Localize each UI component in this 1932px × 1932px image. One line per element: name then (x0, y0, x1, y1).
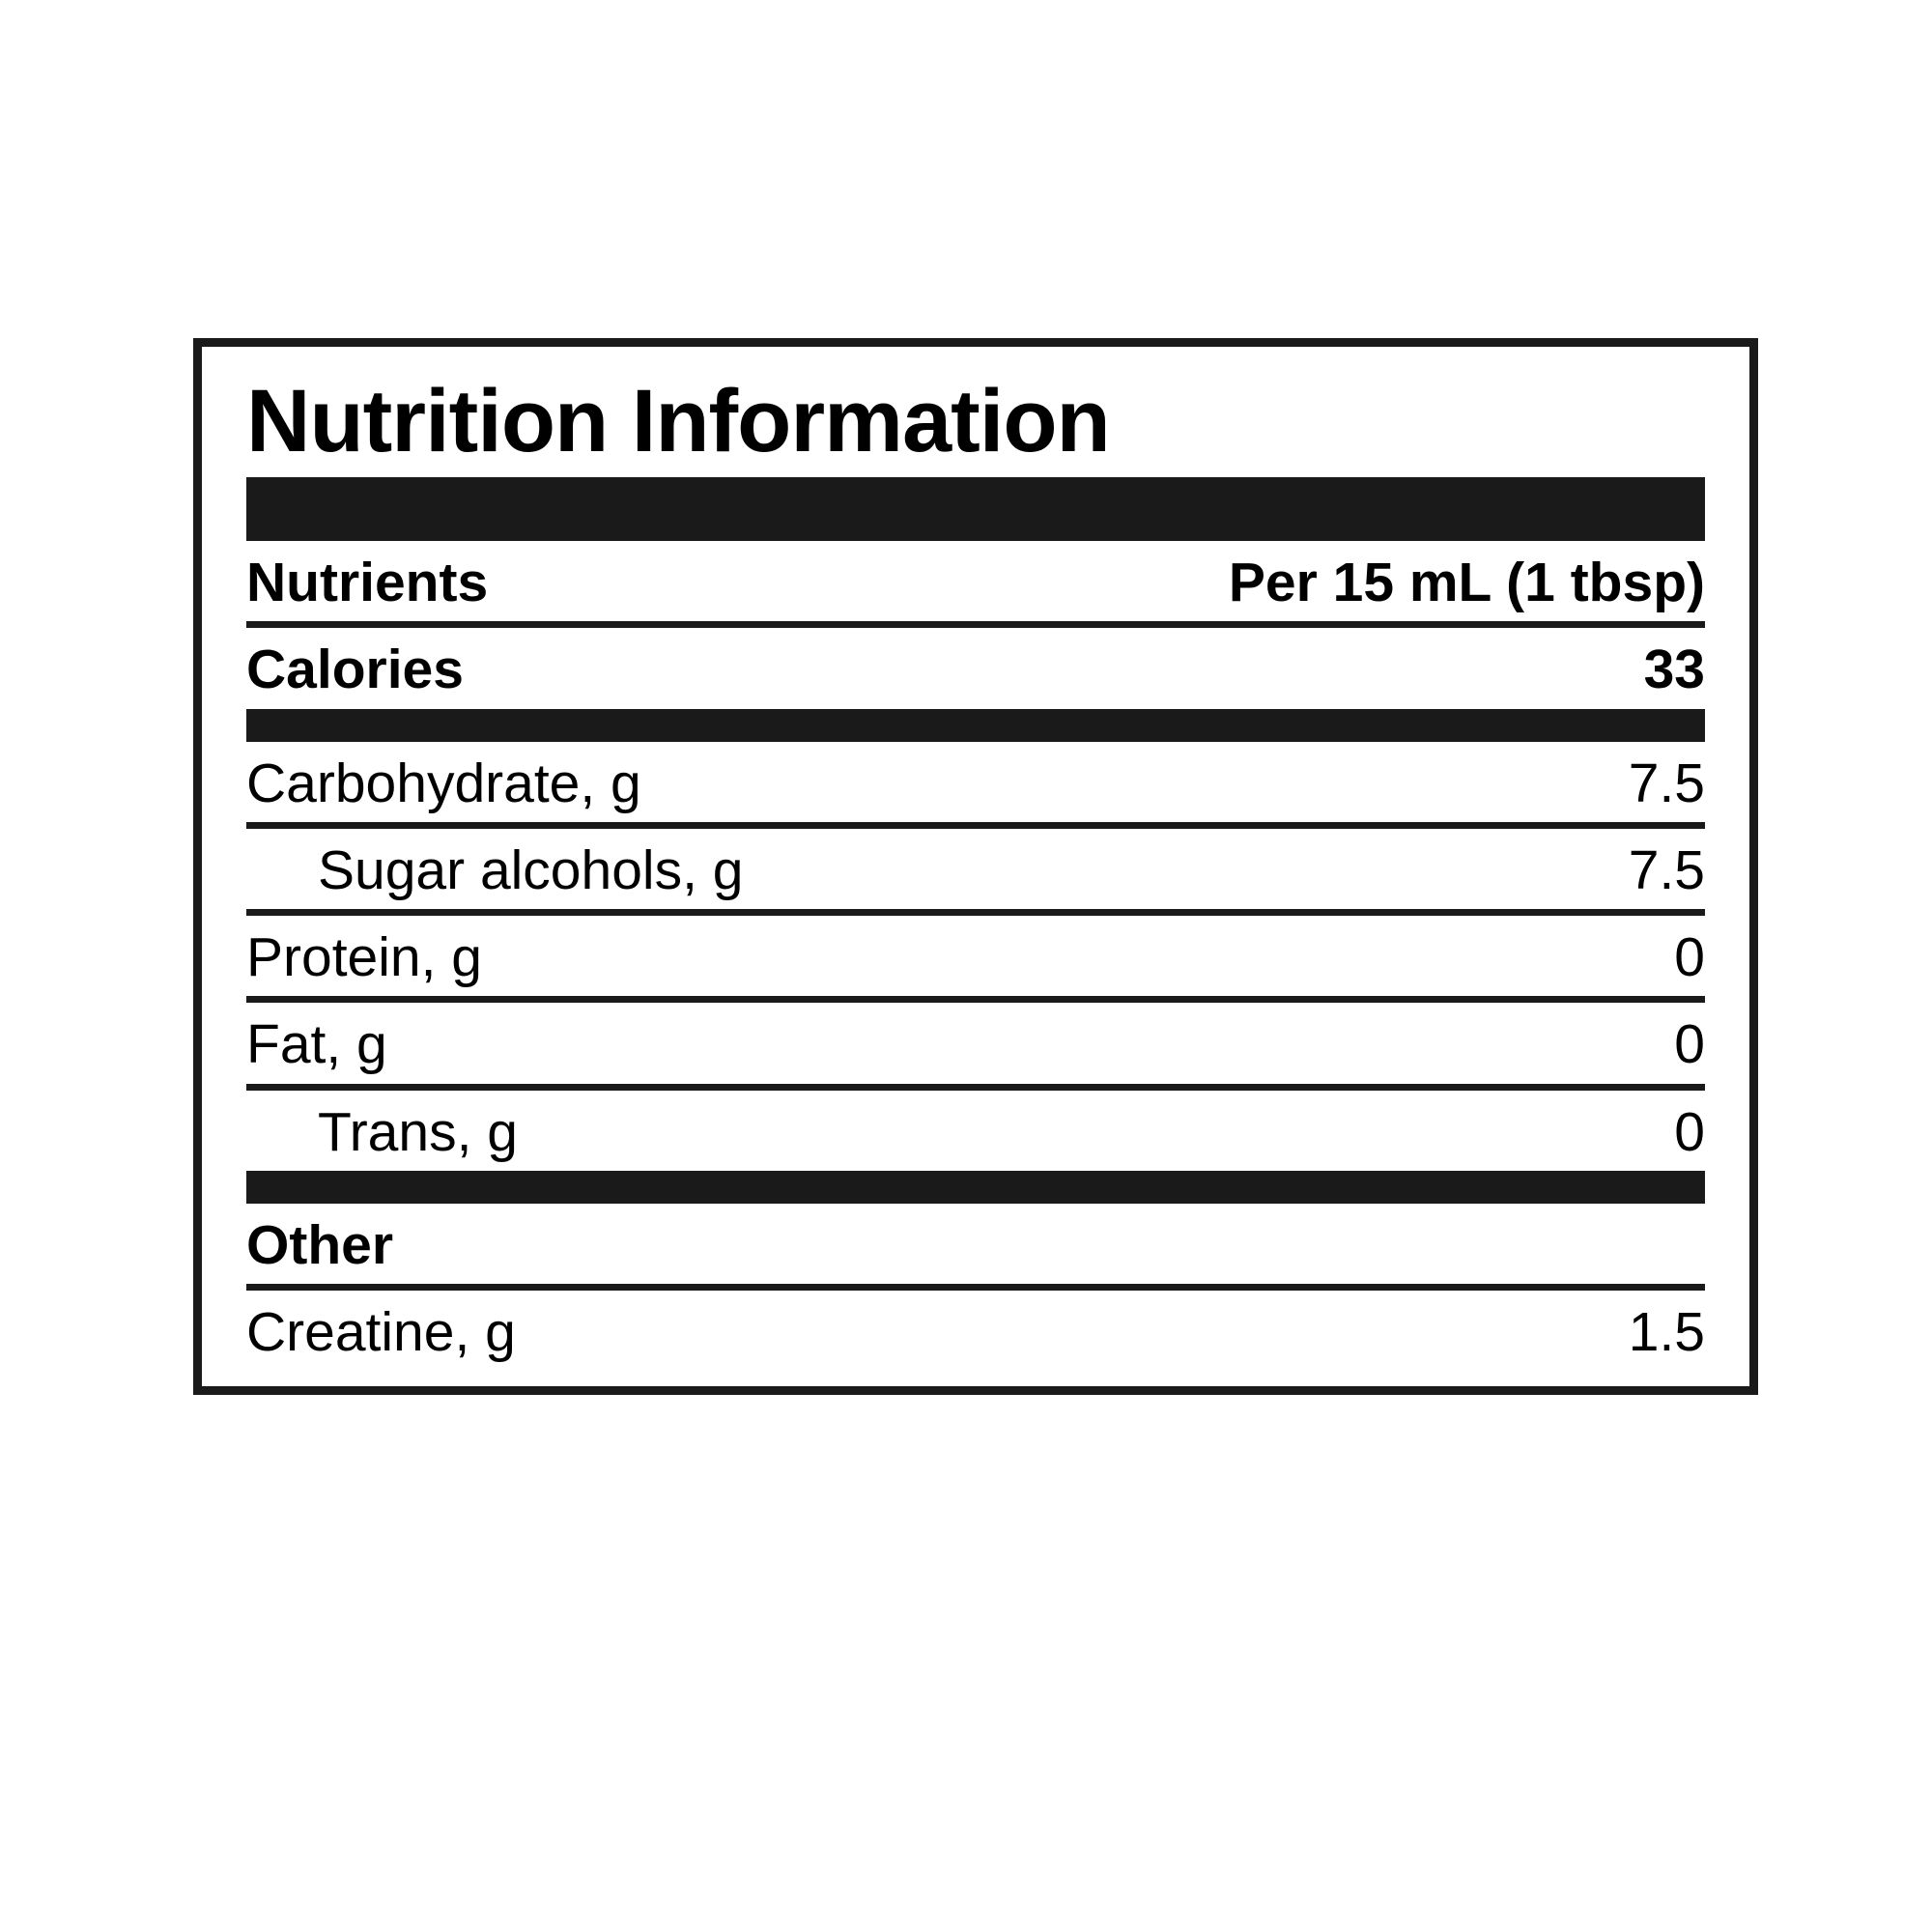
nutrients-column-label: Nutrients (246, 552, 489, 614)
calories-row (246, 628, 1705, 708)
nutrient-value: 0 (1674, 1013, 1705, 1076)
table-row (246, 1091, 1705, 1171)
nutrient-value: 7.5 (1628, 838, 1705, 901)
other-section-heading-row (246, 1204, 1705, 1291)
nutrient-label: Carbohydrate, g (246, 752, 641, 814)
table-row (246, 742, 1705, 829)
calories-label: Calories (246, 639, 464, 701)
other-section-divider-bar (246, 1171, 1705, 1204)
calories-value: 33 (1643, 639, 1705, 701)
nutrient-label: Creatine, g (246, 1301, 516, 1364)
table-column-header (246, 541, 1705, 628)
nutrient-label: Fat, g (246, 1013, 387, 1076)
nutrient-value: 1.5 (1628, 1301, 1705, 1364)
calories-divider-bar (246, 709, 1705, 742)
nutrient-value: 0 (1674, 1100, 1705, 1163)
table-row (246, 1003, 1705, 1090)
nutrient-label: Protein, g (246, 926, 482, 989)
nutrient-label: Trans, g (318, 1100, 518, 1163)
table-row (246, 1291, 1705, 1378)
nutrition-information-panel (193, 338, 1758, 1395)
page-title: Nutrition Information (246, 372, 1110, 470)
table-row (246, 916, 1705, 1003)
serving-size-label: Per 15 mL (1 tbsp) (1228, 552, 1705, 614)
table-row (246, 829, 1705, 916)
nutrient-value: 7.5 (1628, 752, 1705, 814)
other-section-heading: Other (246, 1213, 394, 1276)
title-divider-bar (246, 477, 1705, 541)
nutrient-value: 0 (1674, 926, 1705, 989)
nutrient-label: Sugar alcohols, g (318, 838, 744, 901)
